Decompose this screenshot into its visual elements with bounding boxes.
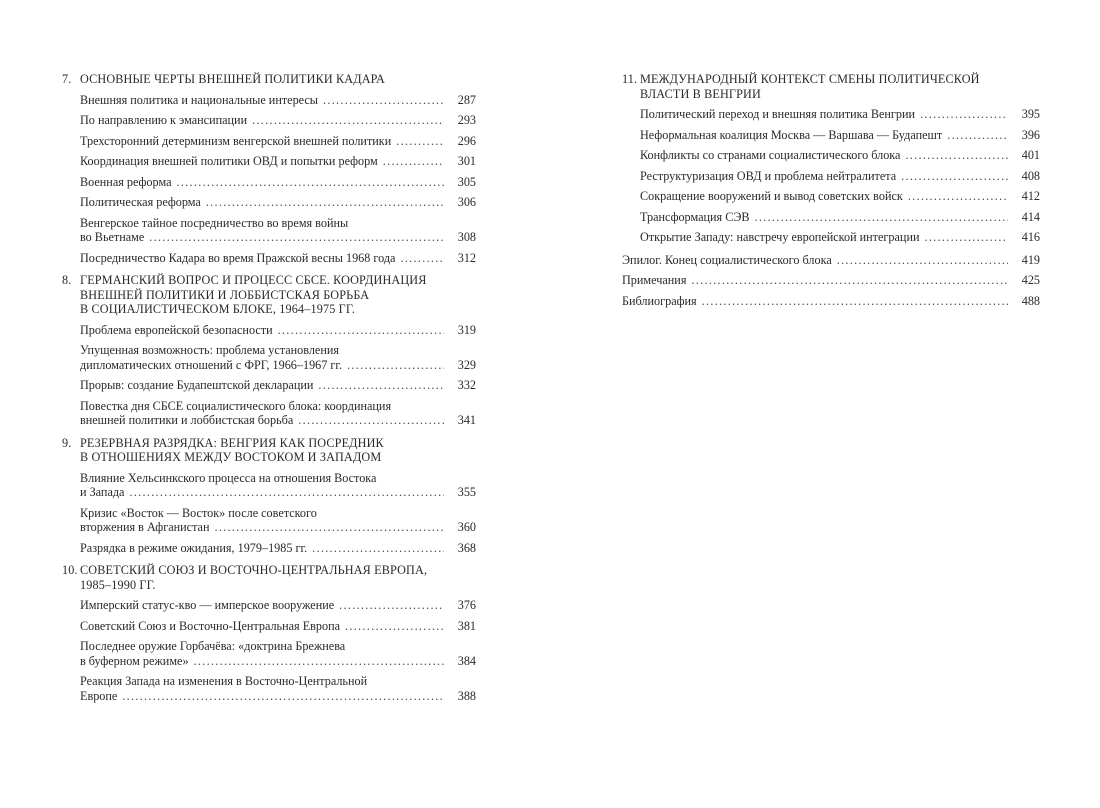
chapter-entries — [62, 471, 476, 556]
back-matter-entries — [622, 253, 1040, 309]
page-number: 396 — [1021, 127, 1040, 142]
toc-entry-last-line — [80, 654, 448, 669]
chapter-title — [80, 436, 476, 465]
page-number: 332 — [457, 378, 476, 392]
dot-leader — [400, 251, 444, 266]
toc-entry[interactable] — [80, 674, 476, 703]
toc-entry[interactable] — [80, 639, 476, 668]
dot-leader — [920, 107, 1008, 122]
page-number: 312 — [457, 250, 476, 265]
toc-entry-line: вторжения в Афганистан — [80, 520, 210, 534]
toc-entry-text — [80, 251, 448, 266]
page-number: 416 — [1021, 230, 1040, 244]
toc-entry[interactable] — [640, 128, 1040, 143]
toc-entry-text — [80, 343, 448, 372]
toc-entry-line: Кризис «Восток — Восток» после советского — [80, 505, 317, 520]
dot-leader — [383, 154, 444, 169]
toc-entry-line: и Запада — [80, 485, 125, 499]
toc-chapter — [62, 72, 476, 265]
dot-leader — [149, 230, 444, 245]
toc-entry[interactable] — [80, 378, 476, 393]
page-number: 287 — [457, 92, 476, 107]
chapter-entries — [62, 323, 476, 428]
toc-entry-last-line — [640, 128, 1012, 143]
dot-leader — [318, 378, 444, 393]
dot-leader — [901, 169, 1008, 184]
toc-chapter — [62, 436, 476, 556]
chapter-title-line: 1985–1990 ГГ. — [80, 577, 156, 592]
toc-entry-text — [80, 195, 448, 210]
page-number: 301 — [457, 154, 476, 168]
page-number: 376 — [457, 598, 476, 612]
toc-entry[interactable] — [640, 107, 1040, 122]
toc-entry-last-line — [80, 154, 448, 169]
toc-entry-text — [80, 323, 448, 338]
toc-entry[interactable] — [622, 273, 1040, 288]
dot-leader — [691, 273, 1008, 288]
toc-entry-line: По направлению к эмансипации — [80, 113, 248, 127]
toc-entry-last-line — [80, 251, 448, 266]
toc-entry-last-line — [80, 689, 448, 704]
toc-entry-line: Координация внешней политики ОВД и попытки реформ — [80, 154, 378, 168]
toc-entry-last-line — [80, 619, 448, 634]
toc-entry[interactable] — [80, 134, 476, 149]
dot-leader — [347, 358, 444, 373]
toc-entry[interactable] — [640, 169, 1040, 184]
chapter-number: 10. — [62, 563, 78, 577]
toc-entry-last-line — [80, 93, 448, 108]
toc-entry[interactable] — [80, 195, 476, 210]
page-number: 296 — [457, 133, 476, 148]
toc-entry-text — [80, 154, 448, 169]
page-number: 360 — [457, 520, 476, 534]
chapter-title-line: ОСНОВНЫЕ ЧЕРТЫ ВНЕШНЕЙ ПОЛИТИКИ КАДАРА — [80, 72, 385, 86]
page-number: 419 — [1021, 252, 1040, 267]
chapter-title — [80, 563, 476, 592]
dot-leader — [908, 189, 1008, 204]
toc-entry-last-line — [640, 107, 1012, 122]
toc-entry[interactable] — [80, 619, 476, 634]
page-number: 408 — [1021, 168, 1040, 183]
dot-leader — [312, 541, 444, 556]
toc-entry-last-line — [80, 134, 448, 149]
toc-entry-last-line — [80, 598, 448, 613]
toc-entry[interactable] — [80, 541, 476, 556]
toc-entry[interactable] — [80, 399, 476, 428]
toc-entry[interactable] — [80, 251, 476, 266]
toc-entry[interactable] — [80, 343, 476, 372]
dot-leader — [122, 689, 444, 704]
toc-entry-line: Венгерское тайное посредничество во время войны — [80, 215, 349, 230]
toc-entry-last-line — [80, 230, 448, 245]
toc-entry[interactable] — [80, 175, 476, 190]
toc-entry-text — [80, 93, 448, 108]
toc-entry-last-line — [622, 294, 1012, 309]
page-number: 341 — [457, 413, 476, 427]
chapter-entries — [622, 107, 1040, 245]
toc-entry-last-line — [80, 541, 448, 556]
dot-leader — [947, 128, 1008, 143]
page-number: 293 — [457, 113, 476, 127]
chapter-title-line: РЕЗЕРВНАЯ РАЗРЯДКА: ВЕНГРИЯ КАК ПОСРЕДНИК — [80, 435, 384, 450]
chapter-heading[interactable] — [62, 436, 476, 465]
toc-entry-line: Прорыв: создание Будапештской декларации — [80, 378, 314, 392]
toc-entry-line: Примечания — [622, 273, 687, 287]
chapter-number: 7. — [62, 72, 72, 86]
toc-entry-text — [80, 399, 448, 428]
chapter-title-line: МЕЖДУНАРОДНЫЙ КОНТЕКСТ СМЕНЫ ПОЛИТИЧЕСКОЙ — [640, 72, 980, 86]
toc-entry-line: Разрядка в режиме ожидания, 1979–1985 гг. — [80, 540, 308, 555]
toc-entry-line: Упущенная возможность: проблема установления — [80, 343, 339, 357]
toc-entry-last-line — [80, 323, 448, 338]
toc-entry-last-line — [80, 485, 448, 500]
toc-entry-line: во Вьетнаме — [80, 230, 145, 244]
toc-entry-text — [640, 107, 1012, 122]
page-number: 412 — [1021, 189, 1040, 203]
toc-entry-last-line — [622, 273, 1012, 288]
toc-entry[interactable] — [80, 471, 476, 500]
toc-entry-line: дипломатических отношений с ФРГ, 1966–1967 гг. — [80, 357, 343, 372]
dot-leader — [298, 413, 444, 428]
toc-entry[interactable] — [80, 93, 476, 108]
chapter-heading[interactable] — [62, 563, 476, 592]
dot-leader — [323, 93, 444, 108]
toc-entry-line: Конфликты со странами социалистического блока — [640, 148, 901, 162]
toc-entry-last-line — [640, 148, 1012, 163]
chapter-title-line: В ОТНОШЕНИЯХ МЕЖДУ ВОСТОКОМ И ЗАПАДОМ — [80, 450, 382, 464]
page-number: 488 — [1021, 293, 1040, 308]
toc-entry-text — [80, 674, 448, 703]
dot-leader — [339, 598, 444, 613]
toc-entry[interactable] — [640, 210, 1040, 225]
chapter-heading[interactable] — [62, 273, 476, 317]
page-number: 329 — [457, 357, 476, 372]
toc-entry-text — [640, 210, 1012, 225]
page-number: 395 — [1021, 107, 1040, 121]
toc-entry-text — [80, 506, 448, 535]
toc-entry-last-line — [80, 520, 448, 535]
toc-entry-text — [80, 175, 448, 190]
chapter-title-line: ВЛАСТИ В ВЕНГРИИ — [640, 86, 761, 101]
toc-entry-text — [80, 378, 448, 393]
toc-entry-text — [80, 216, 448, 245]
toc-entry-line: Реструктуризация ОВД и проблема нейтралитета — [640, 168, 897, 183]
dot-leader — [214, 520, 444, 535]
chapter-entries — [62, 598, 476, 703]
chapter-title-line: ГЕРМАНСКИЙ ВОПРОС И ПРОЦЕСС СБСЕ. КООРДИНАЦИЯ — [80, 273, 427, 287]
toc-entry-line: Открытие Западу: навстречу европейской интеграции — [640, 230, 920, 244]
toc-entry-last-line — [80, 378, 448, 393]
toc-entry-line: Имперский статус-кво — имперское вооружение — [80, 598, 335, 612]
toc-entry-line: Эпилог. Конец социалистического блока — [622, 252, 832, 267]
toc-entry-text — [622, 253, 1012, 268]
page-number: 308 — [457, 230, 476, 244]
toc-entry[interactable] — [622, 253, 1040, 268]
dot-leader — [278, 323, 444, 338]
toc-entry-text — [80, 471, 448, 500]
toc-entry-line: Политический переход и внешняя политика Венгрии — [640, 107, 916, 121]
toc-entry-last-line — [640, 210, 1012, 225]
dot-leader — [702, 294, 1008, 309]
toc-entry[interactable] — [622, 294, 1040, 309]
dot-leader — [194, 654, 444, 669]
toc-chapter — [622, 72, 1040, 245]
toc-entry-line: Неформальная коалиция Москва — Варшава — Будапешт — [640, 127, 943, 142]
chapter-number: 11. — [622, 72, 638, 86]
toc-entry-text — [80, 134, 448, 149]
chapter-title — [80, 72, 476, 87]
dot-leader — [396, 134, 444, 149]
toc-entry-text — [640, 230, 1012, 245]
toc-entry[interactable] — [640, 189, 1040, 204]
toc-entry[interactable] — [80, 323, 476, 338]
chapter-title — [640, 72, 1040, 101]
dot-leader — [176, 175, 444, 190]
toc-entry-line: Сокращение вооружений и вывод советских войск — [640, 189, 903, 203]
dot-leader — [345, 619, 444, 634]
chapter-title-line: В СОЦИАЛИСТИЧЕСКОМ БЛОКЕ, 1964–1975 ГГ. — [80, 302, 355, 316]
chapter-number: 9. — [62, 435, 72, 450]
toc-entry-line: Повестка дня СБСЕ социалистического блока: координация — [80, 398, 392, 413]
toc-entry[interactable] — [640, 230, 1040, 245]
chapter-title — [80, 273, 476, 317]
toc-entry[interactable] — [80, 216, 476, 245]
toc-entry-text — [640, 169, 1012, 184]
toc-entry-line: Последнее оружие Горбачёва: «доктрина Брежнева — [80, 639, 346, 653]
dot-leader — [129, 485, 444, 500]
chapter-number: 8. — [62, 273, 72, 287]
toc-entry-last-line — [80, 195, 448, 210]
toc-entry[interactable] — [640, 148, 1040, 163]
toc-entry-line: Реакция Запада на изменения в Восточно-Центральной — [80, 674, 368, 688]
toc-entry-text — [640, 189, 1012, 204]
toc-entry-line: Политическая реформа — [80, 195, 201, 209]
toc-entry-last-line — [640, 189, 1012, 204]
page-number: 319 — [457, 322, 476, 337]
toc-entry[interactable] — [80, 154, 476, 169]
toc-entry-text — [622, 294, 1012, 309]
toc-entry-last-line — [80, 413, 448, 428]
dot-leader — [837, 253, 1008, 268]
chapter-heading[interactable] — [622, 72, 1040, 101]
dot-leader — [924, 230, 1008, 245]
toc-chapter — [62, 563, 476, 703]
toc-entry-text — [80, 598, 448, 613]
toc-entry-line: Посредничество Кадара во время Пражской весны 1968 года — [80, 250, 396, 265]
dot-leader — [206, 195, 444, 210]
toc-entry-text — [80, 541, 448, 556]
toc-entry-line: Внешняя политика и национальные интересы — [80, 92, 318, 107]
chapter-title-line: СОВЕТСКИЙ СОЮЗ И ВОСТОЧНО-ЦЕНТРАЛЬНАЯ ЕВРОПА, — [80, 563, 428, 577]
page-number: 305 — [457, 174, 476, 189]
dot-leader — [252, 113, 444, 128]
dot-leader — [755, 210, 1008, 225]
toc-entry-last-line — [640, 230, 1012, 245]
page-number: 368 — [457, 540, 476, 555]
toc-entry-text — [640, 128, 1012, 143]
toc-entry-last-line — [640, 169, 1012, 184]
toc-entry-line: в буферном режиме» — [80, 653, 189, 668]
toc-right-column — [622, 72, 1040, 314]
toc-entry-last-line — [80, 358, 448, 373]
page-number: 381 — [457, 618, 476, 633]
toc-entry-last-line — [80, 113, 448, 128]
toc-entry[interactable] — [80, 598, 476, 613]
page-number: 306 — [457, 195, 476, 209]
toc-entry-text — [640, 148, 1012, 163]
chapter-heading[interactable] — [62, 72, 476, 87]
toc-entry-last-line — [622, 253, 1012, 268]
toc-entry-line: Проблема европейской безопасности — [80, 322, 273, 337]
toc-entry-text — [80, 113, 448, 128]
toc-entry[interactable] — [80, 113, 476, 128]
toc-entry-line: Трансформация СЭВ — [640, 209, 750, 224]
page-number: 355 — [457, 485, 476, 499]
toc-entry[interactable] — [80, 506, 476, 535]
toc-entry-line: Советский Союз и Восточно-Центральная Европа — [80, 618, 341, 633]
toc-entry-text — [80, 639, 448, 668]
page-number: 384 — [457, 653, 476, 668]
page-number: 425 — [1021, 273, 1040, 287]
toc-entry-line: Трехсторонний детерминизм венгерской внешней политики — [80, 133, 392, 148]
toc-entry-text — [622, 273, 1012, 288]
dot-leader — [905, 148, 1008, 163]
toc-entry-line: Влияние Хельсинкского процесса на отношения Востока — [80, 470, 377, 485]
toc-entry-line: Европе — [80, 688, 118, 703]
toc-entry-last-line — [80, 175, 448, 190]
page-number: 388 — [457, 688, 476, 703]
page-number: 401 — [1021, 148, 1040, 162]
toc-left-column — [62, 72, 476, 711]
chapter-title-line: ВНЕШНЕЙ ПОЛИТИКИ И ЛОББИСТСКАЯ БОРЬБА — [80, 287, 370, 302]
toc-chapter — [62, 273, 476, 428]
toc-entry-line: внешней политики и лоббистская борьба — [80, 413, 294, 427]
page-number: 414 — [1021, 209, 1040, 224]
toc-entry-text — [80, 619, 448, 634]
toc-entry-line: Военная реформа — [80, 174, 172, 189]
chapter-entries — [62, 93, 476, 266]
toc-entry-line: Библиография — [622, 293, 697, 308]
